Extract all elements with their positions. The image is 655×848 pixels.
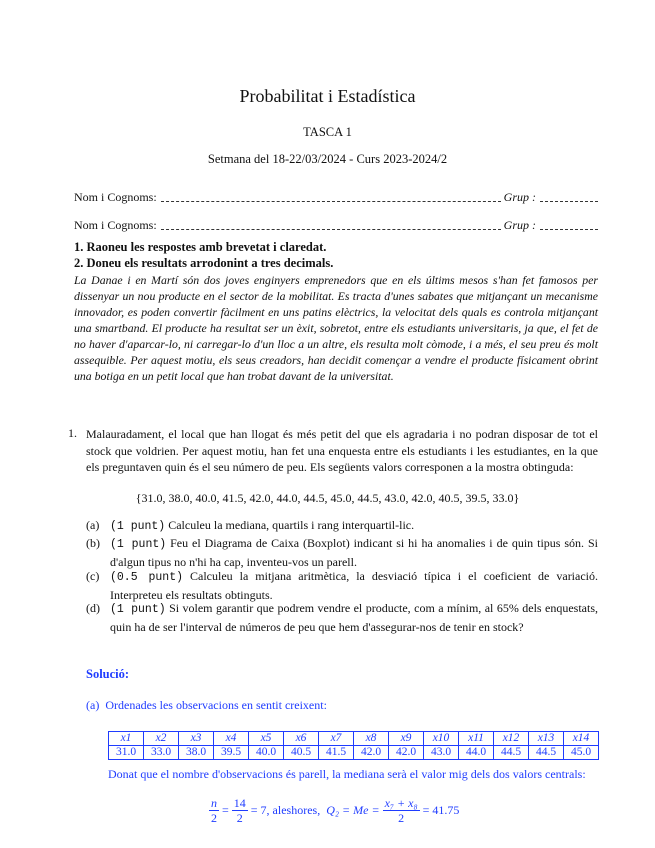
subquestion-label: (a): [86, 518, 100, 532]
solution-a-intro: [86, 698, 327, 713]
subquestion-text: Si volem garantir que podrem vendre el producte, com a mínim, al 65% dels enquestats, quin ha de ser l'interval de números de peu que hem d'assegurar-nos de tenir en stock?: [110, 601, 598, 634]
table-header-cell: x6: [284, 732, 319, 746]
median-value: = 41.75: [422, 803, 460, 817]
intro-paragraph: La Danae i en Martí són dos joves enginyers emprenedors que en els últims mesos s'han fet famosos per dissenyar un nou producte en el sector de la mobilitat. Es tracta d'unes sabates que mitjançant un mecanisme innovador, es poden convertir fàcilment en uns patins elèctrics, la velocitat dels quals es controla mitjançant una smartband. El producte ha resultat ser un èxit, sobretot, entre els estudiants universitaris, ja que, el fet de no haver d'aparcar-lo, ni carregar-lo d'un lloc a un altre, els resulta molt còmode, i a més, el seu preu és molt assequible. Per aquest motiu, els seus creadors, han decidit començar a vendre el producte físicament obrint una botiga en un petit local que han trobat davant de la universitat.: [74, 273, 598, 383]
instruction-2: 2. Doneu els resultats arrodonint a tres decimals.: [74, 256, 334, 270]
solution-a-text: Ordenades les observacions en sentit creixent:: [105, 698, 327, 712]
formula-result-text: = 7, aleshores,: [250, 803, 321, 817]
subquestion-text: Calculeu la mitjana aritmètica, la desviació típica i el coeficient de variació. Interpreteu els resultats obtinguts.: [110, 569, 599, 602]
subquestion-label: (c): [86, 569, 100, 583]
table-header-cell: x2: [144, 732, 179, 746]
group-field[interactable]: [540, 228, 598, 230]
question-text: Malauradament, el local que han llogat és més petit del que els agradaria i no podran disposar de tot el stock que voldrien. Per aquest motiu, han fet una enquesta entre els estudiants i les estudiantes, en la que els preguntaven quin és el seu número de peu. Els següents valors corresponen a la mostra obtinguda:: [86, 427, 598, 474]
table-cell: 43.0: [424, 746, 459, 760]
subquestion-c: [86, 568, 598, 603]
name-field[interactable]: [161, 200, 501, 202]
table-cell: 40.5: [284, 746, 319, 760]
table-header-cell: x10: [424, 732, 459, 746]
instruction-1: 1. Raoneu les respostes amb brevetat i claredat.: [74, 240, 327, 254]
subquestion-label: (b): [86, 536, 100, 550]
subquestion-d: [86, 600, 598, 635]
group-field[interactable]: [540, 200, 598, 202]
name-row-2: [74, 217, 598, 233]
fraction-x7x8-over-2: [383, 796, 420, 825]
table-cell: 38.0: [179, 746, 214, 760]
table-header-cell: x11: [459, 732, 494, 746]
table-cell: 31.0: [109, 746, 144, 760]
sample-set: {31.0, 38.0, 40.0, 41.5, 42.0, 44.0, 44.5, 45.0, 44.5, 43.0, 42.0, 40.5, 39.5, 33.0}: [135, 491, 520, 505]
table-header-cell: x14: [564, 732, 599, 746]
fraction-numerator: x₇ + x₈: [384, 796, 418, 810]
subquestion-b: [86, 535, 598, 570]
table-header-cell: x8: [354, 732, 389, 746]
name-label: Nom i Cognoms:: [74, 218, 157, 232]
table-header-cell: x1: [109, 732, 144, 746]
table-cell: 44.5: [494, 746, 529, 760]
table-header-cell: x9: [389, 732, 424, 746]
equals-sign: =: [222, 803, 229, 817]
fraction-denominator: 2: [236, 811, 243, 825]
fraction-numerator: 14: [233, 796, 246, 810]
table-cell: 40.0: [249, 746, 284, 760]
group-label: Grup :: [503, 190, 536, 204]
points-label: (1 punt): [110, 538, 167, 551]
solution-a-label: (a): [86, 698, 100, 712]
table-header-cell: x5: [249, 732, 284, 746]
table-header-cell: x4: [214, 732, 249, 746]
table-cell: 41.5: [319, 746, 354, 760]
table-cell: 33.0: [144, 746, 179, 760]
table-header-cell: x13: [529, 732, 564, 746]
subquestion-text: Feu el Diagrama de Caixa (Boxplot) indicant si hi ha anomalies i de quin tipus són. Si d'algun tipus no n'hi ha cap, inventeu-vos un parell.: [110, 536, 598, 569]
fraction-n-over-2: [209, 796, 219, 825]
fraction-denominator: 2: [398, 811, 405, 825]
group-label: Grup :: [503, 218, 536, 232]
fraction-14-over-2: [232, 796, 248, 825]
points-label: (1 punt): [110, 520, 166, 533]
subquestion-text: Calculeu la mediana, quartils i rang interquartil-lic.: [168, 518, 415, 532]
observations-table: [108, 731, 599, 760]
table-header-cell: x7: [319, 732, 354, 746]
subquestion-a: [86, 517, 598, 536]
name-row-1: [74, 189, 598, 205]
solution-heading: Solució:: [86, 667, 130, 681]
points-label: (1 punt): [110, 603, 166, 616]
question-number: 1.: [68, 426, 77, 440]
week-line: Setmana del 18-22/03/2024 - Curs 2023-2024/2: [207, 152, 448, 166]
table-cell: 39.5: [214, 746, 249, 760]
table-header-cell: x3: [179, 732, 214, 746]
fraction-numerator: n: [211, 796, 217, 810]
table-cell: 42.0: [389, 746, 424, 760]
table-header-row: [109, 732, 599, 746]
table-cell: 44.0: [459, 746, 494, 760]
table-header-cell: x12: [494, 732, 529, 746]
median-note: Donat que el nombre d'observacions és parell, la mediana serà el valor mig dels dos valors centrals:: [108, 767, 586, 781]
points-label: (0.5 punt): [110, 571, 183, 584]
task-label: TASCA 1: [303, 125, 352, 139]
fraction-denominator: 2: [211, 811, 217, 825]
median-formula: [206, 796, 459, 825]
table-cell: 44.5: [529, 746, 564, 760]
page-title: Probabilitat i Estadística: [239, 86, 416, 106]
name-label: Nom i Cognoms:: [74, 190, 157, 204]
table-cell: 45.0: [564, 746, 599, 760]
table-cell: 42.0: [354, 746, 389, 760]
subquestion-label: (d): [86, 601, 100, 615]
table-row: [109, 746, 599, 760]
q2-me-label: Q₂ = Me =: [326, 803, 380, 817]
name-field[interactable]: [161, 228, 501, 230]
